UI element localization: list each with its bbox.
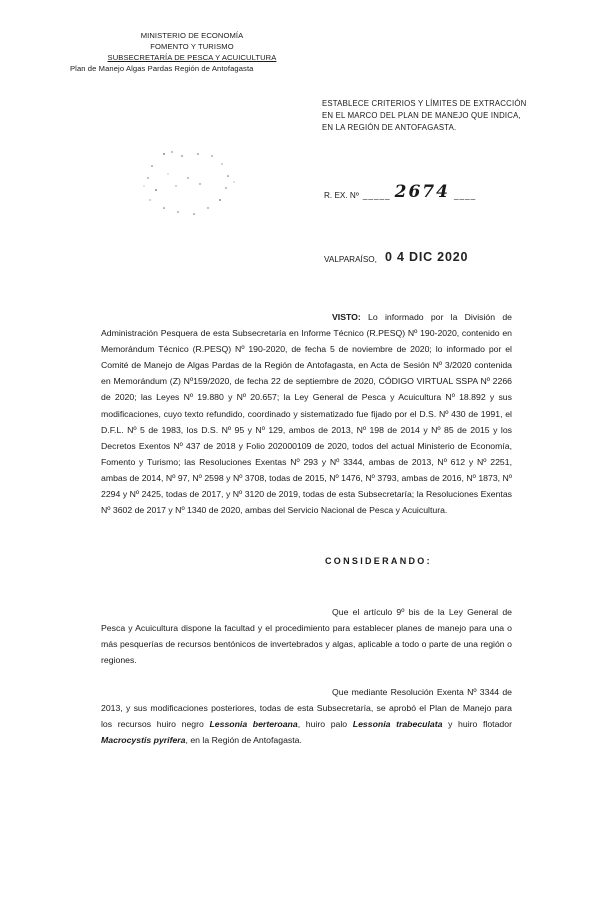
paragraph-text: , huiro palo	[297, 719, 353, 730]
resolution-label: R. EX. Nº	[324, 191, 359, 200]
considerando-heading: CONSIDERANDO:	[325, 556, 432, 566]
resolution-number-line	[324, 184, 476, 200]
reference-line: EN EL MARCO DEL PLAN DE MANEJO QUE INDICA,	[322, 111, 521, 121]
letterhead	[70, 30, 292, 74]
date-stamp: 0 4 DIC 2020	[384, 250, 469, 264]
visto-text: Lo informado por la División de Administración Pesquera de esta Subsecretaría en Informe Técnico (R.PESQ) Nº 190-2020, contenido en Memorándum Técnico (R.PESQ) Nº 190-2020, de fecha 5 de noviembre de 2020; lo informado por el Comité de Manejo de Algas Pardas de la Región de Antofagasta, en Acta de Sesión Nº 3/2020 contenida en Memorándum (Z) Nº159/2020, de fecha 22 de septiembre de 2020, CÓDIGO VIRTUAL SSPA Nº 2266 de 2020; las Leyes Nº 19.880 y Nº 20.657; la Ley General de Pesca y Acuicultura Nº 18.892 y sus modificaciones, cuyo texto refundido, coordinado y sistematizado fue fijado por el D.S. Nº 430 de 1991, el D.F.L. Nº 5 de 1983, los D.S. Nº 95 y Nº 129, ambos de 2013, Nº 198 de 2014 y Nº 85 de 2015 y los Decretos Exentos Nº 437 de 2018 y Folio 202000109 de 2020, todos del actual Ministerio de Economía, Fomento y Turismo; las Resoluciones Exentas Nº 293 y Nº 3344, ambas de 2013, Nº 612 y Nº 2251, ambas de 2014, Nº 97, Nº 2598 y Nº 3708, todas de 2015, Nº 1476, Nº 3793, ambas de 2016, Nº 1873, Nº 2294 y Nº 2425, todas de 2017, y Nº 3120 de 2019, todas de esta Subsecretaría; la Resoluciones Exentas Nº 3602 de 2017 y Nº 1340 de 2020, ambas del Servicio Nacional de Pesca y Acuicultura.	[101, 312, 512, 516]
visto-label: VISTO:	[332, 312, 361, 322]
paragraph-text: y huiro flotador	[442, 719, 512, 730]
considerando-paragraph-1: Que el artículo 9º bis de la Ley General de Pesca y Acuicultura dispone la facultad y el procedimiento para establecer planes de manejo para una o más pesquerías de recursos bentónicos de invertebrados y algas, aplicable a todo o parte de una región o regiones.	[101, 607, 512, 666]
paragraph-text: Que mediante Resolución Exenta Nº 3344 de 2013, y sus modificaciones posteriores, todas de esta Subsecretaría, se aprobó el Plan de Manejo para los recursos huiro negro	[101, 687, 512, 730]
resolution-number: 2674	[394, 182, 450, 202]
reference-line: EN LA REGIÓN DE ANTOFAGASTA.	[322, 123, 457, 133]
paragraph-text: , en la Región de Antofagasta.	[185, 735, 302, 746]
subsecretaria-name: SUBSECRETARÍA DE PESCA Y ACUICULTURA	[107, 53, 277, 62]
resolution-blank: _____	[362, 191, 391, 200]
species-name: Lessonia trabeculata	[352, 719, 443, 730]
faded-seal-stamp	[142, 148, 242, 218]
date-line	[324, 250, 468, 264]
species-name: Lessonia berteroana	[209, 719, 298, 730]
reference-line: ESTABLECE CRITERIOS Y LÍMITES DE EXTRACCIÓN	[322, 99, 527, 108]
resolution-blank: ____	[453, 191, 477, 200]
city-label: VALPARAÍSO,	[324, 255, 377, 264]
ministry-name: MINISTERIO DE ECONOMÍA	[140, 31, 244, 40]
ministry-branch: FOMENTO Y TURISMO	[150, 42, 234, 51]
plan-name: Plan de Manejo Algas Pardas Región de Antofagasta	[70, 64, 254, 73]
visto-paragraph	[101, 309, 512, 518]
reference-block	[322, 98, 562, 135]
considerando-paragraph-2	[101, 684, 512, 748]
species-name: Macrocystis pyrifera	[101, 735, 186, 746]
